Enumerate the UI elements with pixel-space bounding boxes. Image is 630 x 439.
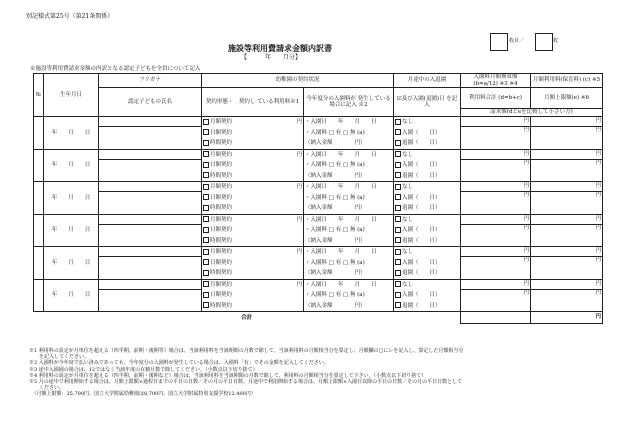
child-name-field[interactable]: [99, 159, 202, 181]
monthly-option[interactable]: 月額契約 円: [203, 280, 302, 291]
footnote-line: を記入してください。: [29, 354, 90, 361]
top-note: ※施設等利用費請求金額の内訳となる認定子どもを全員について記入: [30, 66, 201, 72]
usage-fee-field[interactable]: 円: [531, 117, 603, 127]
header-usage-fee: 月額利用料(保育料) (c) ※5: [531, 74, 603, 88]
total-row: [34, 312, 603, 324]
furigana-field[interactable]: [99, 214, 202, 224]
fee-total-field[interactable]: 円: [461, 159, 531, 181]
child-name-field[interactable]: [99, 224, 202, 246]
mid-leave[interactable]: 退園（ 日）: [395, 203, 459, 214]
mid-status-field: [394, 279, 461, 312]
daily-option[interactable]: 日額契約: [203, 160, 302, 171]
dob-field[interactable]: 年 月 日: [44, 279, 99, 312]
hourly-option[interactable]: 時間契約: [203, 203, 302, 214]
header-dob: 生年月日: [44, 74, 99, 117]
header-mid-status: 月途中の入退園: [394, 74, 461, 88]
furigana-field[interactable]: [99, 117, 202, 127]
row-number: [34, 279, 44, 312]
child-name-field[interactable]: [99, 192, 202, 214]
fee-monthly-field[interactable]: 円: [461, 149, 531, 159]
checkbox-icon[interactable]: [203, 281, 209, 287]
fee-monthly-field[interactable]: 円: [461, 247, 531, 257]
enroll-amount[interactable]: （納入金額 円）: [305, 237, 366, 244]
checkbox-icon[interactable]: [203, 292, 209, 298]
hourly-option[interactable]: 時間契約: [203, 301, 302, 312]
enroll-day[interactable]: ・入園日 年 月 日: [305, 119, 377, 125]
enroll-amount[interactable]: （納入金額 円）: [305, 172, 366, 179]
checkbox-icon[interactable]: [203, 270, 209, 276]
usage-fee-field[interactable]: 円: [531, 182, 603, 192]
row-number: [34, 182, 44, 215]
row-number: [34, 247, 44, 280]
fee-total-field[interactable]: 円: [461, 224, 531, 246]
total-spacer: [461, 312, 531, 324]
mid-admit[interactable]: 入園（ 日）: [395, 128, 459, 139]
enroll-amount[interactable]: （納入金額 円）: [305, 140, 366, 146]
cap-claim-field[interactable]: 円: [531, 192, 603, 214]
contract-form-field: [202, 149, 304, 182]
enroll-amount[interactable]: （納入金額 円）: [305, 205, 366, 211]
cap-claim-field[interactable]: 円: [531, 127, 603, 149]
form-id: 別記様式第25号（第21条関係）: [26, 13, 114, 20]
mid-admit[interactable]: 入園（ 日）: [395, 193, 459, 204]
enrollment-field: [304, 117, 394, 150]
mid-leave[interactable]: 退園（ 日）: [395, 268, 459, 279]
dob-field[interactable]: 年 月 日: [44, 117, 99, 150]
enroll-day[interactable]: ・入園日 年 月 日: [305, 151, 377, 158]
table-row: [34, 214, 603, 224]
page-label: 枚目／: [509, 38, 525, 44]
fee-total-field[interactable]: 円: [461, 289, 531, 311]
checkbox-icon[interactable]: [395, 281, 401, 287]
furigana-field[interactable]: [99, 247, 202, 257]
checkbox-icon[interactable]: [395, 162, 401, 168]
enroll-day[interactable]: ・入園日 年 月 日: [305, 281, 377, 288]
checkbox-icon[interactable]: [395, 205, 401, 211]
checkbox-icon[interactable]: [203, 151, 209, 157]
fee-total-field[interactable]: 円: [461, 192, 531, 214]
checkbox-icon[interactable]: [395, 237, 401, 243]
checkbox-icon[interactable]: [203, 184, 209, 190]
header-cap: 月額上限額(e) ※6: [531, 88, 603, 109]
footnote-line: ください。: [29, 385, 65, 392]
footnote-line: ※1 利用料の設定が月単位を超える（四半期、前期・後期等）場合は、当該利用料を当該期間の月数で除して、当該利用料の月額相当分を算定し、月額欄の□にレを記入し、算定した月額相当分: [29, 348, 464, 354]
header-enrollment: 今年度分の入園料が 発生している場合に記入 ※2: [304, 88, 394, 117]
checkbox-icon[interactable]: [395, 172, 401, 178]
usage-fee-field[interactable]: 円: [531, 149, 603, 159]
fee-monthly-field[interactable]: 円: [461, 182, 531, 192]
table-row: [34, 117, 603, 127]
mid-admit[interactable]: 入園（ 日）: [395, 290, 459, 301]
table-row: [34, 182, 603, 192]
mid-status-field: [394, 182, 461, 215]
checkbox-icon[interactable]: [395, 270, 401, 276]
enrollment-field: [304, 279, 394, 312]
monthly-option[interactable]: 月額契約 円: [203, 247, 302, 258]
mid-admit[interactable]: 入園（ 日）: [395, 160, 459, 171]
checkbox-icon[interactable]: [203, 227, 209, 233]
mid-none[interactable]: なし: [395, 247, 459, 258]
footnotes: [29, 348, 463, 398]
fee-monthly-field[interactable]: 円: [461, 117, 531, 127]
checkbox-icon[interactable]: [395, 129, 401, 135]
child-name-field[interactable]: [99, 127, 202, 149]
hourly-option[interactable]: 時間契約: [203, 138, 302, 149]
checkbox-icon[interactable]: [395, 216, 401, 222]
enrollment-field: [304, 247, 394, 280]
enroll-fee[interactable]: ・入園料 □ 有 □ 無 (a): [305, 227, 365, 233]
contract-form-field: [202, 182, 304, 215]
header-fee-total: 利用料合計 (d=b+c): [461, 88, 531, 109]
usage-fee-field[interactable]: 円: [531, 247, 603, 257]
claim-table: [33, 73, 603, 324]
total-amount[interactable]: 円: [531, 312, 603, 324]
checkbox-icon[interactable]: [395, 227, 401, 233]
row-number: [34, 149, 44, 182]
checkbox-icon[interactable]: [203, 259, 209, 265]
checkbox-icon[interactable]: [203, 162, 209, 168]
table-row: [34, 279, 603, 289]
daily-option[interactable]: 日額契約: [203, 193, 302, 204]
fee-total-field[interactable]: 円: [461, 127, 531, 149]
checkbox-icon[interactable]: [395, 249, 401, 255]
mid-none[interactable]: なし: [395, 150, 459, 161]
monthly-option[interactable]: 月額契約 円: [203, 215, 302, 226]
child-name-field[interactable]: [99, 257, 202, 279]
cap-claim-field[interactable]: 円: [531, 159, 603, 181]
table-row: [34, 149, 603, 159]
footnote-line: ※4 利用料の設定が月単位を超える（四半期、前期・後期など）場合は、当該利用料を当該期間の月数で除して、利用料の月額相当分を算定して下さい。（小数点以下切り捨て）: [29, 372, 427, 379]
usage-fee-field[interactable]: 円: [531, 279, 603, 289]
mid-none[interactable]: なし: [395, 182, 459, 193]
enroll-fee[interactable]: ・入園料 □ 有 □ 無 (a): [305, 129, 365, 136]
child-name-field[interactable]: [99, 289, 202, 311]
table-row: [34, 247, 603, 257]
hourly-option[interactable]: 時間契約: [203, 171, 302, 182]
hourly-option[interactable]: 時間契約: [203, 236, 302, 247]
checkbox-icon[interactable]: [203, 194, 209, 200]
enroll-amount[interactable]: （納入金額 円）: [305, 302, 366, 309]
dob-field[interactable]: 年 月 日: [44, 149, 99, 182]
fee-total-field[interactable]: 円: [461, 257, 531, 279]
mid-none[interactable]: なし: [395, 215, 459, 226]
row-number: [34, 214, 44, 247]
contract-form-field: [202, 214, 304, 247]
row-number: [34, 117, 44, 150]
furigana-field[interactable]: [99, 182, 202, 192]
checkbox-icon[interactable]: [395, 184, 401, 190]
mid-leave[interactable]: 退園（ 日）: [395, 138, 459, 149]
checkbox-icon[interactable]: [203, 140, 209, 146]
checkbox-icon[interactable]: [395, 292, 401, 298]
total-label: 合計: [34, 312, 461, 324]
mid-admit[interactable]: 入園（ 日）: [395, 258, 459, 269]
mid-leave[interactable]: 退園（ 日）: [395, 171, 459, 182]
checkbox-icon[interactable]: [395, 119, 401, 125]
daily-option[interactable]: 日額契約: [203, 258, 302, 269]
header-contract: 幼稚園の契約状況: [202, 74, 394, 88]
footnote-line: ※2 入園料が今年度で払い済みであっても、今年度分の入園料が発生している場合は、入園料「有」でその金額を記入してください。: [29, 360, 329, 367]
mid-leave[interactable]: 退園（ 日）: [395, 301, 459, 312]
header-no: №: [34, 74, 44, 117]
mid-admit[interactable]: 入園（ 日）: [395, 225, 459, 236]
enrollment-field: [304, 149, 394, 182]
page-total-box[interactable]: [535, 33, 553, 51]
footnote-line: ※5 月の途中で利用開始する場合は、月額上限額×過程日までの平日の日数／その月の平日日数、月途中で利用開始する場合は、月額上限額×入園日以降の平日の日数／その月の平日日数として: [29, 379, 463, 386]
mid-leave[interactable]: 退園（ 日）: [395, 236, 459, 247]
header-fee-monthly: 入園料月額換算額 (b=a/12) ※3 ※4: [461, 74, 531, 88]
checkbox-icon[interactable]: [203, 129, 209, 135]
footnote-line: ※3 途中入園園の場合は、12ではなく当該年度の在籍月数で除してください。（小数点以下切り捨て）: [29, 366, 258, 373]
monthly-option[interactable]: 月額契約 円: [203, 150, 302, 161]
contract-form-field: [202, 117, 304, 150]
furigana-field[interactable]: [99, 279, 202, 289]
usage-fee-field[interactable]: 円: [531, 214, 603, 224]
checkbox-icon[interactable]: [395, 259, 401, 265]
enroll-day[interactable]: ・入園日 年 月 日: [305, 216, 377, 223]
checkbox-icon[interactable]: [203, 119, 209, 125]
dob-field[interactable]: 年 月 日: [44, 182, 99, 215]
header-claim: 請求額(dとeを比較して小さい方): [461, 109, 603, 117]
checkbox-icon[interactable]: [203, 237, 209, 243]
checkbox-icon[interactable]: [395, 194, 401, 200]
daily-option[interactable]: 日額契約: [203, 128, 302, 139]
enrollment-field: [304, 214, 394, 247]
mid-status-field: [394, 214, 461, 247]
hourly-option[interactable]: 時間契約: [203, 268, 302, 279]
header-contract-form: 契約形態・ 契約し ている利用料※1: [202, 88, 304, 117]
header-child-name: 認定子どもの氏名: [99, 88, 202, 117]
checkbox-icon[interactable]: [203, 249, 209, 255]
contract-form-field: [202, 279, 304, 312]
cap-claim-field[interactable]: 円: [531, 224, 603, 246]
mid-none[interactable]: なし: [395, 117, 459, 128]
mid-none[interactable]: なし: [395, 280, 459, 291]
page-total-label: 枚: [553, 38, 559, 44]
enroll-fee[interactable]: ・入園料 □ 有 □ 無 (a): [305, 259, 365, 266]
checkbox-icon[interactable]: [395, 151, 401, 157]
period-line: 【 年 月分】: [241, 54, 302, 61]
checkbox-icon[interactable]: [203, 302, 209, 308]
enroll-amount[interactable]: （納入金額 円）: [305, 270, 366, 276]
checkbox-icon[interactable]: [203, 216, 209, 222]
cap-claim-field[interactable]: 円: [531, 257, 603, 279]
enroll-fee[interactable]: ・入園料 □ 有 □ 無 (a): [305, 194, 365, 201]
checkbox-icon[interactable]: [395, 140, 401, 146]
dob-field[interactable]: 年 月 日: [44, 247, 99, 280]
daily-option[interactable]: 日額契約: [203, 225, 302, 236]
enroll-fee[interactable]: ・入園料 □ 有 □ 無 (a): [305, 162, 365, 168]
mid-status-field: [394, 117, 461, 150]
page-number-box[interactable]: [490, 33, 508, 51]
cap-claim-field[interactable]: 円: [531, 289, 603, 311]
mid-status-field: [394, 149, 461, 182]
fee-monthly-field[interactable]: 円: [461, 214, 531, 224]
daily-option[interactable]: 日額契約: [203, 290, 302, 301]
contract-form-field: [202, 247, 304, 280]
enroll-day[interactable]: ・入園日 年 月 日: [305, 184, 377, 190]
monthly-option[interactable]: 月額契約 円: [203, 182, 302, 193]
enroll-fee[interactable]: ・入園料 □ 有 □ 無 (a): [305, 292, 365, 298]
header-furigana: フリガナ: [99, 74, 202, 88]
footnote-line: （月額上限額：25,700円、国立大学附属幼稚園は8,700円、国立大学附属特別支援学校12,400円）: [29, 391, 256, 398]
checkbox-icon[interactable]: [203, 172, 209, 178]
page-title: 施設等利用費請求金額内訳書: [228, 43, 332, 53]
furigana-field[interactable]: [99, 149, 202, 159]
enrollment-field: [304, 182, 394, 215]
dob-field[interactable]: 年 月 日: [44, 214, 99, 247]
monthly-option[interactable]: 月額契約 円: [203, 117, 302, 128]
enroll-day[interactable]: ・入園日 年 月 日: [305, 249, 377, 255]
fee-monthly-field[interactable]: 円: [461, 279, 531, 289]
mid-status-field: [394, 247, 461, 280]
checkbox-icon[interactable]: [203, 205, 209, 211]
checkbox-icon[interactable]: [395, 302, 401, 308]
header-mid-check: ☑及び入園(退園)日 を記入: [394, 88, 461, 117]
